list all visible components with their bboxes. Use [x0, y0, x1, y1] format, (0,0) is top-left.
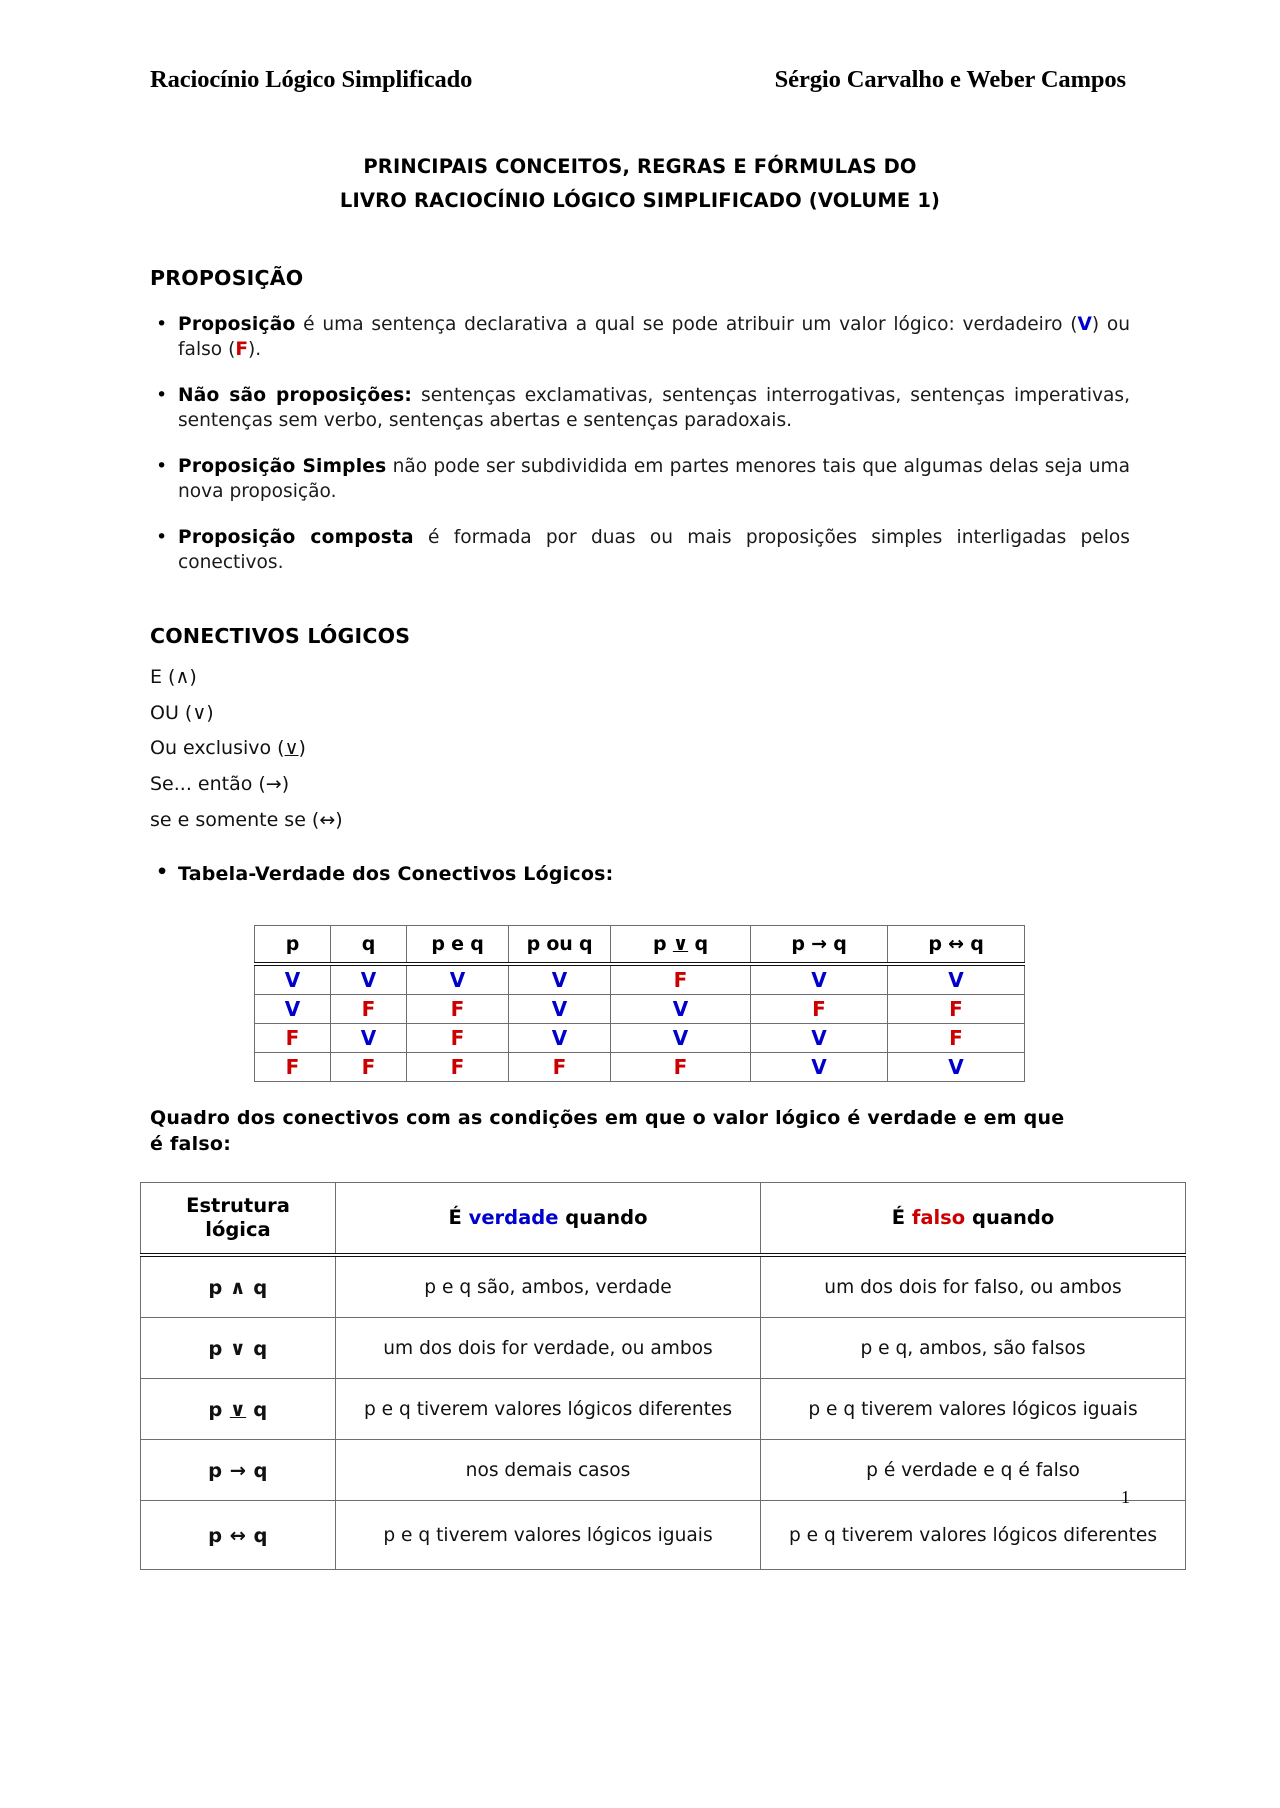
quadro-false-when: p e q tiverem valores lógicos iguais	[761, 1379, 1186, 1440]
truth-col-q: q	[331, 926, 407, 965]
section-proposicao	[150, 266, 1130, 596]
quadro-verdade-post: quando	[558, 1205, 648, 1229]
truth-cell: F	[331, 995, 407, 1024]
page-title-line-1: PRINCIPAIS CONCEITOS, REGRAS E FÓRMULAS DO	[363, 155, 917, 178]
quadro-true-when: p e q são, ambos, verdade	[336, 1255, 761, 1318]
conectivo-e: E (∧)	[150, 666, 197, 688]
bullet-text: sentenças exclamativas, sentenças interrogativas, sentenças imperativas, sentenças sem verbo, sentenças abertas e sentenças paradoxais.	[178, 384, 1130, 432]
quadro-structure-xor: p ∨ q	[141, 1379, 336, 1440]
truth-cell: V	[331, 1024, 407, 1053]
conectivo-ou-exclusivo-post: )	[298, 737, 306, 760]
bullet-lead-term: Não são proposições:	[178, 384, 413, 406]
list-item	[150, 312, 1130, 363]
conectivos-list	[150, 665, 1130, 833]
true-value-mark: V	[1077, 314, 1092, 335]
truth-cell: F	[888, 1024, 1025, 1053]
truth-cell: V	[888, 964, 1025, 995]
quadro-col-estrutura	[141, 1183, 336, 1256]
truth-cell: V	[509, 964, 611, 995]
truth-cell: F	[611, 964, 751, 995]
truth-cell: F	[509, 1053, 611, 1082]
quadro-table-wrapper	[140, 1182, 1185, 1570]
quadro-falso-pre: É	[891, 1205, 912, 1229]
running-header	[150, 66, 1130, 94]
quadro-verdade-accent: verdade	[468, 1205, 559, 1229]
truth-cell: V	[331, 964, 407, 995]
conectivo-ou: OU (∨)	[150, 701, 214, 724]
conectivo-bicondicional: se e somente se (↔)	[150, 808, 343, 831]
quadro-false-when: p e q tiverem valores lógicos diferentes	[761, 1501, 1186, 1570]
quadro-true-when: nos demais casos	[336, 1440, 761, 1501]
truth-col-or: p ou q	[509, 926, 611, 965]
page-title	[150, 150, 1130, 217]
list-item	[150, 383, 1130, 434]
truth-cell: V	[255, 964, 331, 995]
truth-table-header-row	[255, 926, 1025, 965]
page-number: 1	[1121, 1487, 1130, 1507]
header-book-title: Raciocínio Lógico Simplificado	[150, 66, 473, 93]
truth-table	[254, 925, 1025, 1082]
quadro-true-when: um dos dois for verdade, ou ambos	[336, 1318, 761, 1379]
table-row	[141, 1440, 1186, 1501]
quadro-false-when: p é verdade e q é falso	[761, 1440, 1186, 1501]
truth-cell: F	[407, 1024, 509, 1053]
quadro-intro	[150, 1105, 1130, 1157]
quadro-falso-post: quando	[965, 1205, 1055, 1229]
table-row	[255, 995, 1025, 1024]
table-row	[141, 1318, 1186, 1379]
quadro-true-when: p e q tiverem valores lógicos diferentes	[336, 1379, 761, 1440]
xor-symbol: ∨	[284, 737, 299, 760]
quadro-table	[140, 1182, 1186, 1570]
truth-cell: V	[611, 1024, 751, 1053]
truth-cell: F	[888, 995, 1025, 1024]
truth-cell: F	[407, 1053, 509, 1082]
truth-cell: F	[751, 995, 888, 1024]
bullet-text-b: ) ou falso (	[178, 314, 1130, 361]
truth-cell: F	[331, 1053, 407, 1082]
quadro-structure: p ∧ q	[141, 1255, 336, 1318]
truth-cell: F	[611, 1053, 751, 1082]
truth-table-caption: • Tabela-Verdade dos Conectivos Lógicos:	[150, 863, 1130, 885]
truth-cell: F	[255, 1024, 331, 1053]
table-row	[255, 964, 1025, 995]
list-item	[150, 454, 1130, 505]
quadro-structure: p → q	[141, 1440, 336, 1501]
table-row	[141, 1379, 1186, 1440]
proposicao-bullet-list	[150, 312, 1130, 576]
conectivo-ou-exclusivo-pre: Ou exclusivo (	[150, 737, 285, 760]
truth-cell: V	[751, 964, 888, 995]
truth-cell: V	[611, 995, 751, 1024]
quadro-intro-line-2: é falso:	[150, 1133, 232, 1156]
truth-cell: V	[751, 1053, 888, 1082]
bullet-text-a: é uma sentença declarativa a qual se pode atribuir um valor lógico: verdadeiro (	[295, 314, 1078, 335]
quadro-col-estrutura-line-1: Estrutura	[186, 1193, 290, 1217]
truth-col-and: p e q	[407, 926, 509, 965]
page-title-line-2: LIVRO RACIOCÍNIO LÓGICO SIMPLIFICADO (VOLUME 1)	[339, 188, 941, 212]
truth-table-wrapper	[254, 925, 1024, 1082]
header-authors: Sérgio Carvalho e Weber Campos	[774, 66, 1126, 93]
quadro-table-body	[141, 1255, 1186, 1570]
truth-col-xor: p ∨ q	[611, 926, 751, 965]
quadro-structure: p ↔ q	[141, 1501, 336, 1570]
quadro-verdade-pre: É	[448, 1205, 469, 1229]
section-conectivos	[150, 624, 1130, 885]
table-row	[255, 1053, 1025, 1082]
truth-col-p: p	[255, 926, 331, 965]
conectivo-ou-exclusivo	[150, 736, 1130, 762]
truth-table-body	[255, 964, 1025, 1082]
table-row	[141, 1501, 1186, 1570]
quadro-col-verdade	[336, 1183, 761, 1256]
false-value-mark: F	[235, 339, 249, 361]
quadro-col-estrutura-line-2: lógica	[205, 1218, 271, 1241]
quadro-false-when: um dos dois for falso, ou ambos	[761, 1255, 1186, 1318]
bullet-text: não pode ser subdividida em partes menores tais que algumas delas seja uma nova proposição.	[178, 455, 1130, 503]
bullet-text: é formada por duas ou mais proposições simples interligadas pelos conectivos.	[178, 526, 1130, 574]
truth-cell: V	[509, 995, 611, 1024]
section-heading-proposicao: PROPOSIÇÃO	[150, 266, 304, 290]
conectivo-condicional: Se... então (→)	[150, 772, 290, 795]
quadro-falso-accent: falso	[911, 1205, 966, 1229]
quadro-col-falso	[761, 1183, 1186, 1256]
truth-cell: V	[509, 1024, 611, 1053]
table-row	[255, 1024, 1025, 1053]
bullet-lead-term: Proposição	[178, 314, 296, 335]
bullet-lead-term: Proposição Simples	[178, 455, 387, 477]
quadro-header-row	[141, 1183, 1186, 1256]
quadro-structure: p ∨ q	[141, 1318, 336, 1379]
quadro-true-when: p e q tiverem valores lógicos iguais	[336, 1501, 761, 1570]
truth-cell: V	[255, 995, 331, 1024]
table-row	[141, 1255, 1186, 1318]
bullet-text-c: ).	[248, 339, 262, 361]
truth-col-iff: p ↔ q	[888, 926, 1025, 965]
list-item	[150, 525, 1130, 576]
truth-cell: V	[751, 1024, 888, 1053]
truth-cell: V	[888, 1053, 1025, 1082]
truth-col-implies: p → q	[751, 926, 888, 965]
section-heading-conectivos: CONECTIVOS LÓGICOS	[150, 624, 411, 648]
quadro-intro-line-1: Quadro dos conectivos com as condições em que o valor lógico é verdade e em que	[150, 1107, 1065, 1129]
bullet-lead-term: Proposição composta	[178, 526, 414, 548]
quadro-false-when: p e q, ambos, são falsos	[761, 1318, 1186, 1379]
truth-cell: V	[407, 964, 509, 995]
truth-cell: F	[255, 1053, 331, 1082]
truth-cell: F	[407, 995, 509, 1024]
